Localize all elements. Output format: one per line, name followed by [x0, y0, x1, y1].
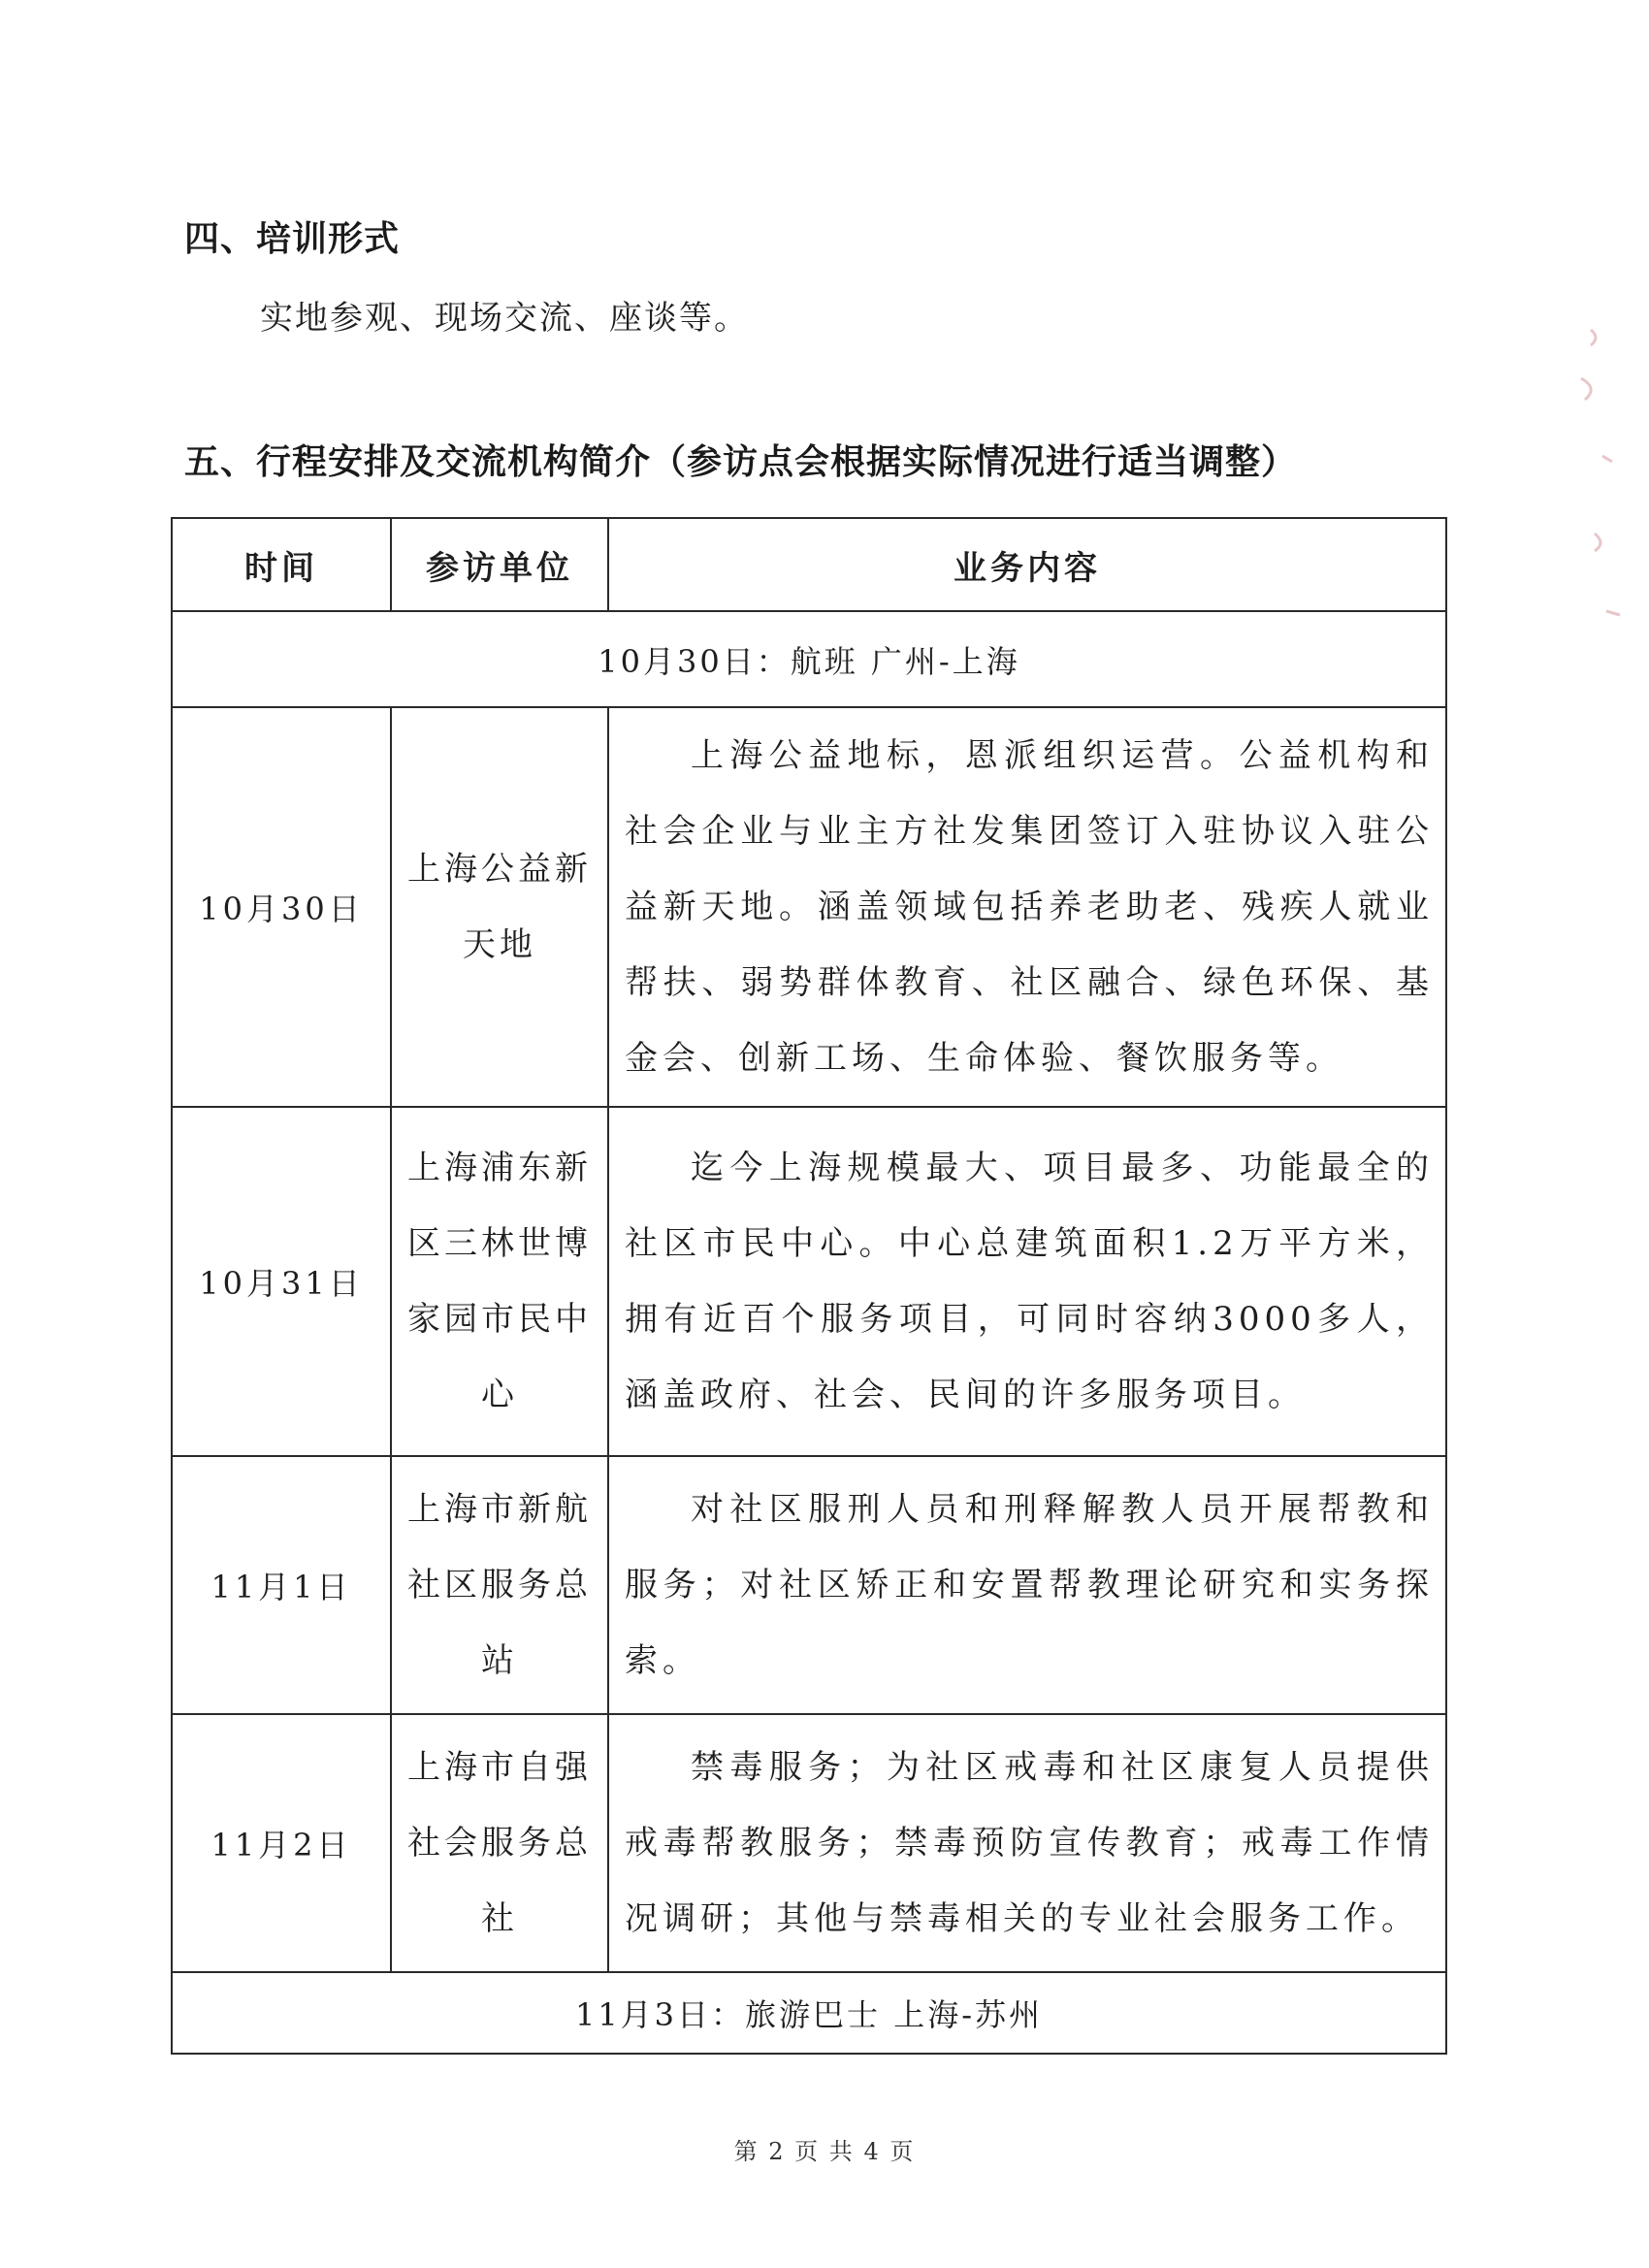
row-time: 10月31日 — [172, 1107, 391, 1456]
page-number-footer: 第 2 页 共 4 页 — [733, 2138, 916, 2165]
table-span-row-last — [172, 1972, 1446, 2054]
travel-note-oct-30: 10月30日：航班 广州-上海 — [172, 611, 1446, 707]
table-row — [172, 707, 1446, 1107]
row-time: 11月1日 — [172, 1456, 391, 1714]
header-time: 时间 — [172, 518, 391, 611]
section-5-heading: 五、行程安排及交流机构简介（参访点会根据实际情况进行适当调整） — [184, 442, 1298, 482]
row-content: 对社区服刑人员和刑释解教人员开展帮教和服务；对社区矫正和安置帮教理论研究和实务探索。 — [608, 1456, 1446, 1714]
table-header-row — [172, 518, 1446, 611]
schedule-table — [171, 517, 1447, 2055]
section-4-body: 实地参观、现场交流、座谈等。 — [260, 299, 749, 338]
scan-bleed-mark — [1552, 320, 1639, 640]
row-content: 禁毒服务；为社区戒毒和社区康复人员提供戒毒帮教服务；禁毒预防宣传教育；戒毒工作情况调研；其他与禁毒相关的专业社会服务工作。 — [608, 1714, 1446, 1972]
header-content: 业务内容 — [608, 518, 1446, 611]
row-unit: 上海市自强社会服务总社 — [391, 1714, 608, 1972]
travel-note-nov-3: 11月3日：旅游巴士 上海-苏州 — [172, 1972, 1446, 2054]
row-unit: 上海公益新天地 — [391, 707, 608, 1107]
table-row — [172, 1107, 1446, 1456]
section-4-heading: 四、培训形式 — [184, 219, 401, 259]
row-unit: 上海市新航社区服务总站 — [391, 1456, 608, 1714]
row-unit: 上海浦东新区三林世博家园市民中心 — [391, 1107, 608, 1456]
table-span-row-first — [172, 611, 1446, 707]
row-content: 上海公益地标，恩派组织运营。公益机构和社会企业与业主方社发集团签订入驻协议入驻公益新天地。涵盖领域包括养老助老、残疾人就业帮扶、弱势群体教育、社区融合、绿色环保、基金会、创新工场、生命体验、餐饮服务等。 — [608, 707, 1446, 1107]
table-row — [172, 1714, 1446, 1972]
header-unit: 参访单位 — [391, 518, 608, 611]
row-content: 迄今上海规模最大、项目最多、功能最全的社区市民中心。中心总建筑面积1.2万平方米，拥有近百个服务项目，可同时容纳3000多人，涵盖政府、社会、民间的许多服务项目。 — [608, 1107, 1446, 1456]
row-time: 11月2日 — [172, 1714, 391, 1972]
table-row — [172, 1456, 1446, 1714]
row-time: 10月30日 — [172, 707, 391, 1107]
